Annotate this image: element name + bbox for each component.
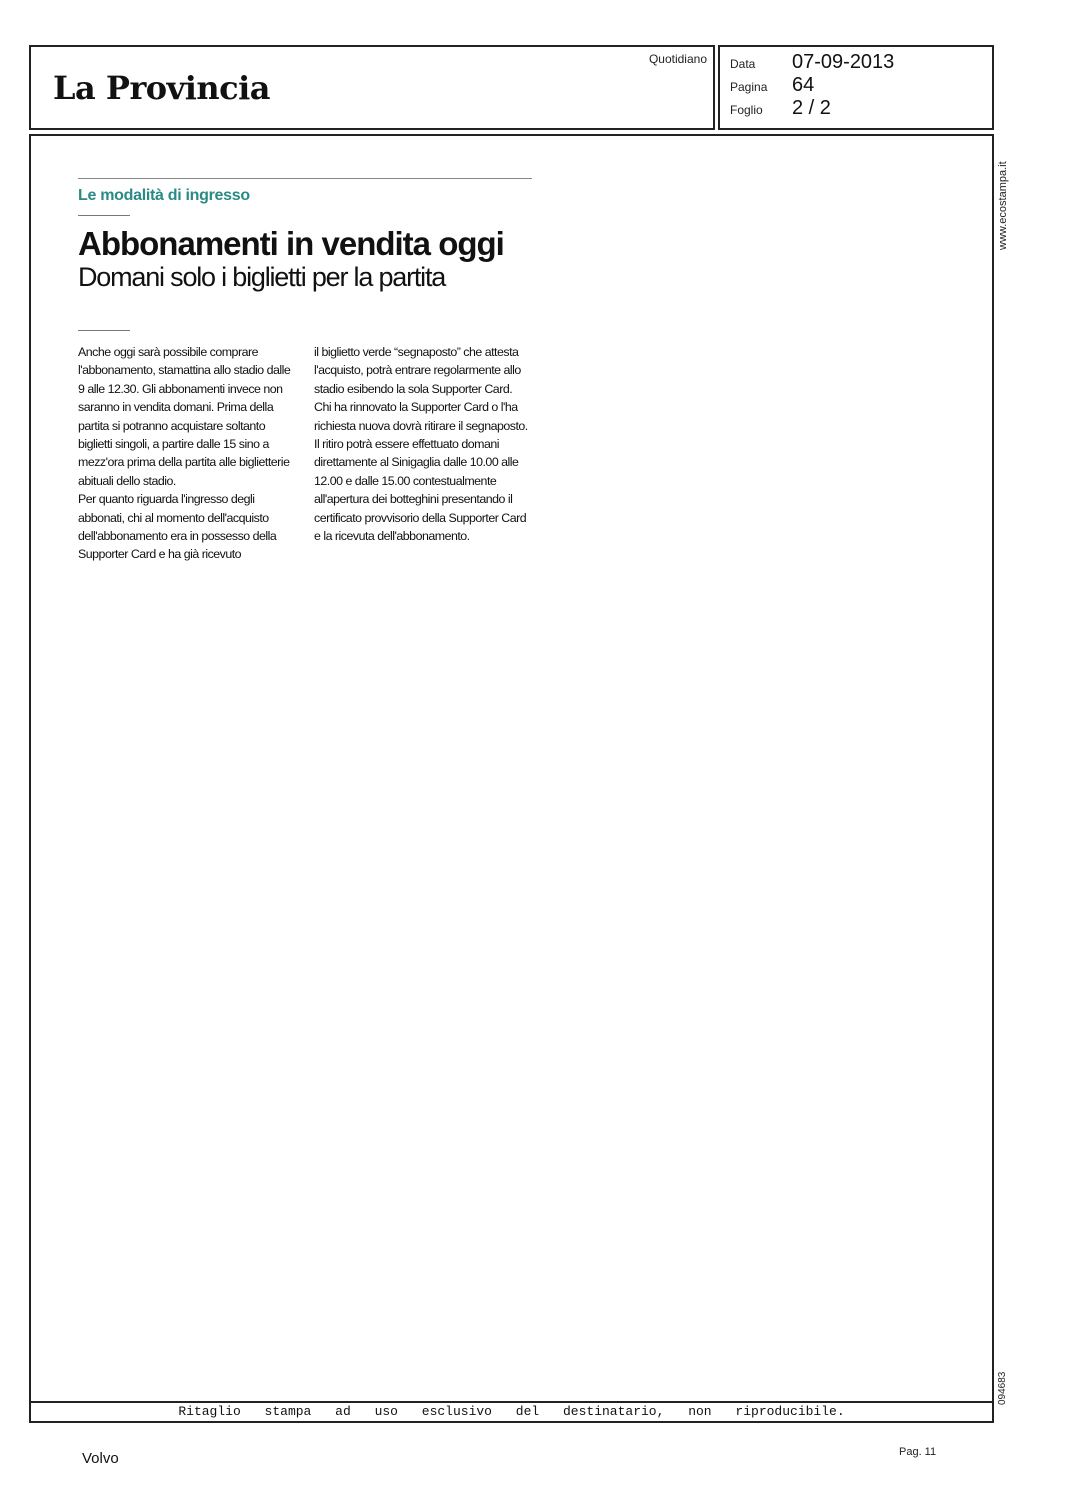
data-value: 07-09-2013 bbox=[792, 51, 895, 73]
pagina-value: 64 bbox=[792, 74, 815, 96]
paragraph: il biglietto verde “segnaposto” che attesta l'acquisto, potrà entrare regolarmente allo stadio esibendo la sola Supporter Card. bbox=[314, 345, 521, 396]
paragraph: Anche oggi sarà possibile comprare l'abbonamento, stamattina allo stadio dalle 9 alle 12.30. Gli abbonamenti invece non saranno in vendita domani. Prima della partita si potranno acquistare soltanto biglietti singoli, a partire dalle 15 sino a mezz'ora prima della partita alle biglietterie abituali dello stadio. bbox=[78, 345, 291, 488]
disclaimer-line: Ritaglio stampa ad uso esclusivo del destinatario, non riproducibile. bbox=[31, 1401, 992, 1421]
paragraph: Chi ha rinnovato la Supporter Card o l'ha richiesta nuova dovrà ritirare il segnaposto. Il ritiro potrà essere effettuato domani direttamente al Sinigaglia dalle 10.00 alle 12.00 e dalle 15.00 contestualmente all'apertura dei botteghini presentando il certificato provvisorio della Supporter Card e la ricevuta dell'abbonamento. bbox=[314, 400, 528, 544]
article-columns bbox=[78, 343, 532, 564]
article-column-1 bbox=[78, 343, 296, 564]
header-meta-box bbox=[718, 45, 994, 130]
article-column-2 bbox=[314, 343, 532, 564]
publication-type: Quotidiano bbox=[648, 52, 707, 66]
client-label: Volvo bbox=[82, 1450, 119, 1467]
foglio-label: Foglio bbox=[730, 103, 763, 117]
side-url: www.ecostampa.it bbox=[997, 161, 1009, 250]
pagina-label: Pagina bbox=[730, 80, 768, 94]
foglio-value: 2 / 2 bbox=[792, 97, 831, 119]
meta-row-foglio bbox=[730, 97, 831, 120]
side-code: 094683 bbox=[997, 1371, 1008, 1405]
short-divider-2 bbox=[78, 330, 130, 331]
data-label: Data bbox=[730, 57, 756, 71]
article bbox=[78, 178, 532, 564]
article-headline: Abbonamenti in vendita oggi bbox=[78, 225, 504, 262]
article-subhead: Domani solo i biglietti per la partita bbox=[78, 262, 446, 292]
article-kicker: Le modalità di ingresso bbox=[78, 187, 250, 204]
short-divider bbox=[78, 215, 130, 216]
top-divider bbox=[78, 178, 532, 179]
meta-row-pagina bbox=[730, 74, 814, 97]
header-masthead-box bbox=[29, 45, 715, 130]
page-number: Pag. 11 bbox=[899, 1446, 937, 1458]
newspaper-masthead: La Provincia bbox=[53, 69, 271, 107]
meta-row-data bbox=[730, 51, 894, 74]
paragraph: Per quanto riguarda l'ingresso degli abbonati, chi al momento dell'acquisto dell'abbonamento era in possesso della Supporter Card e ha già ricevuto bbox=[78, 492, 277, 562]
